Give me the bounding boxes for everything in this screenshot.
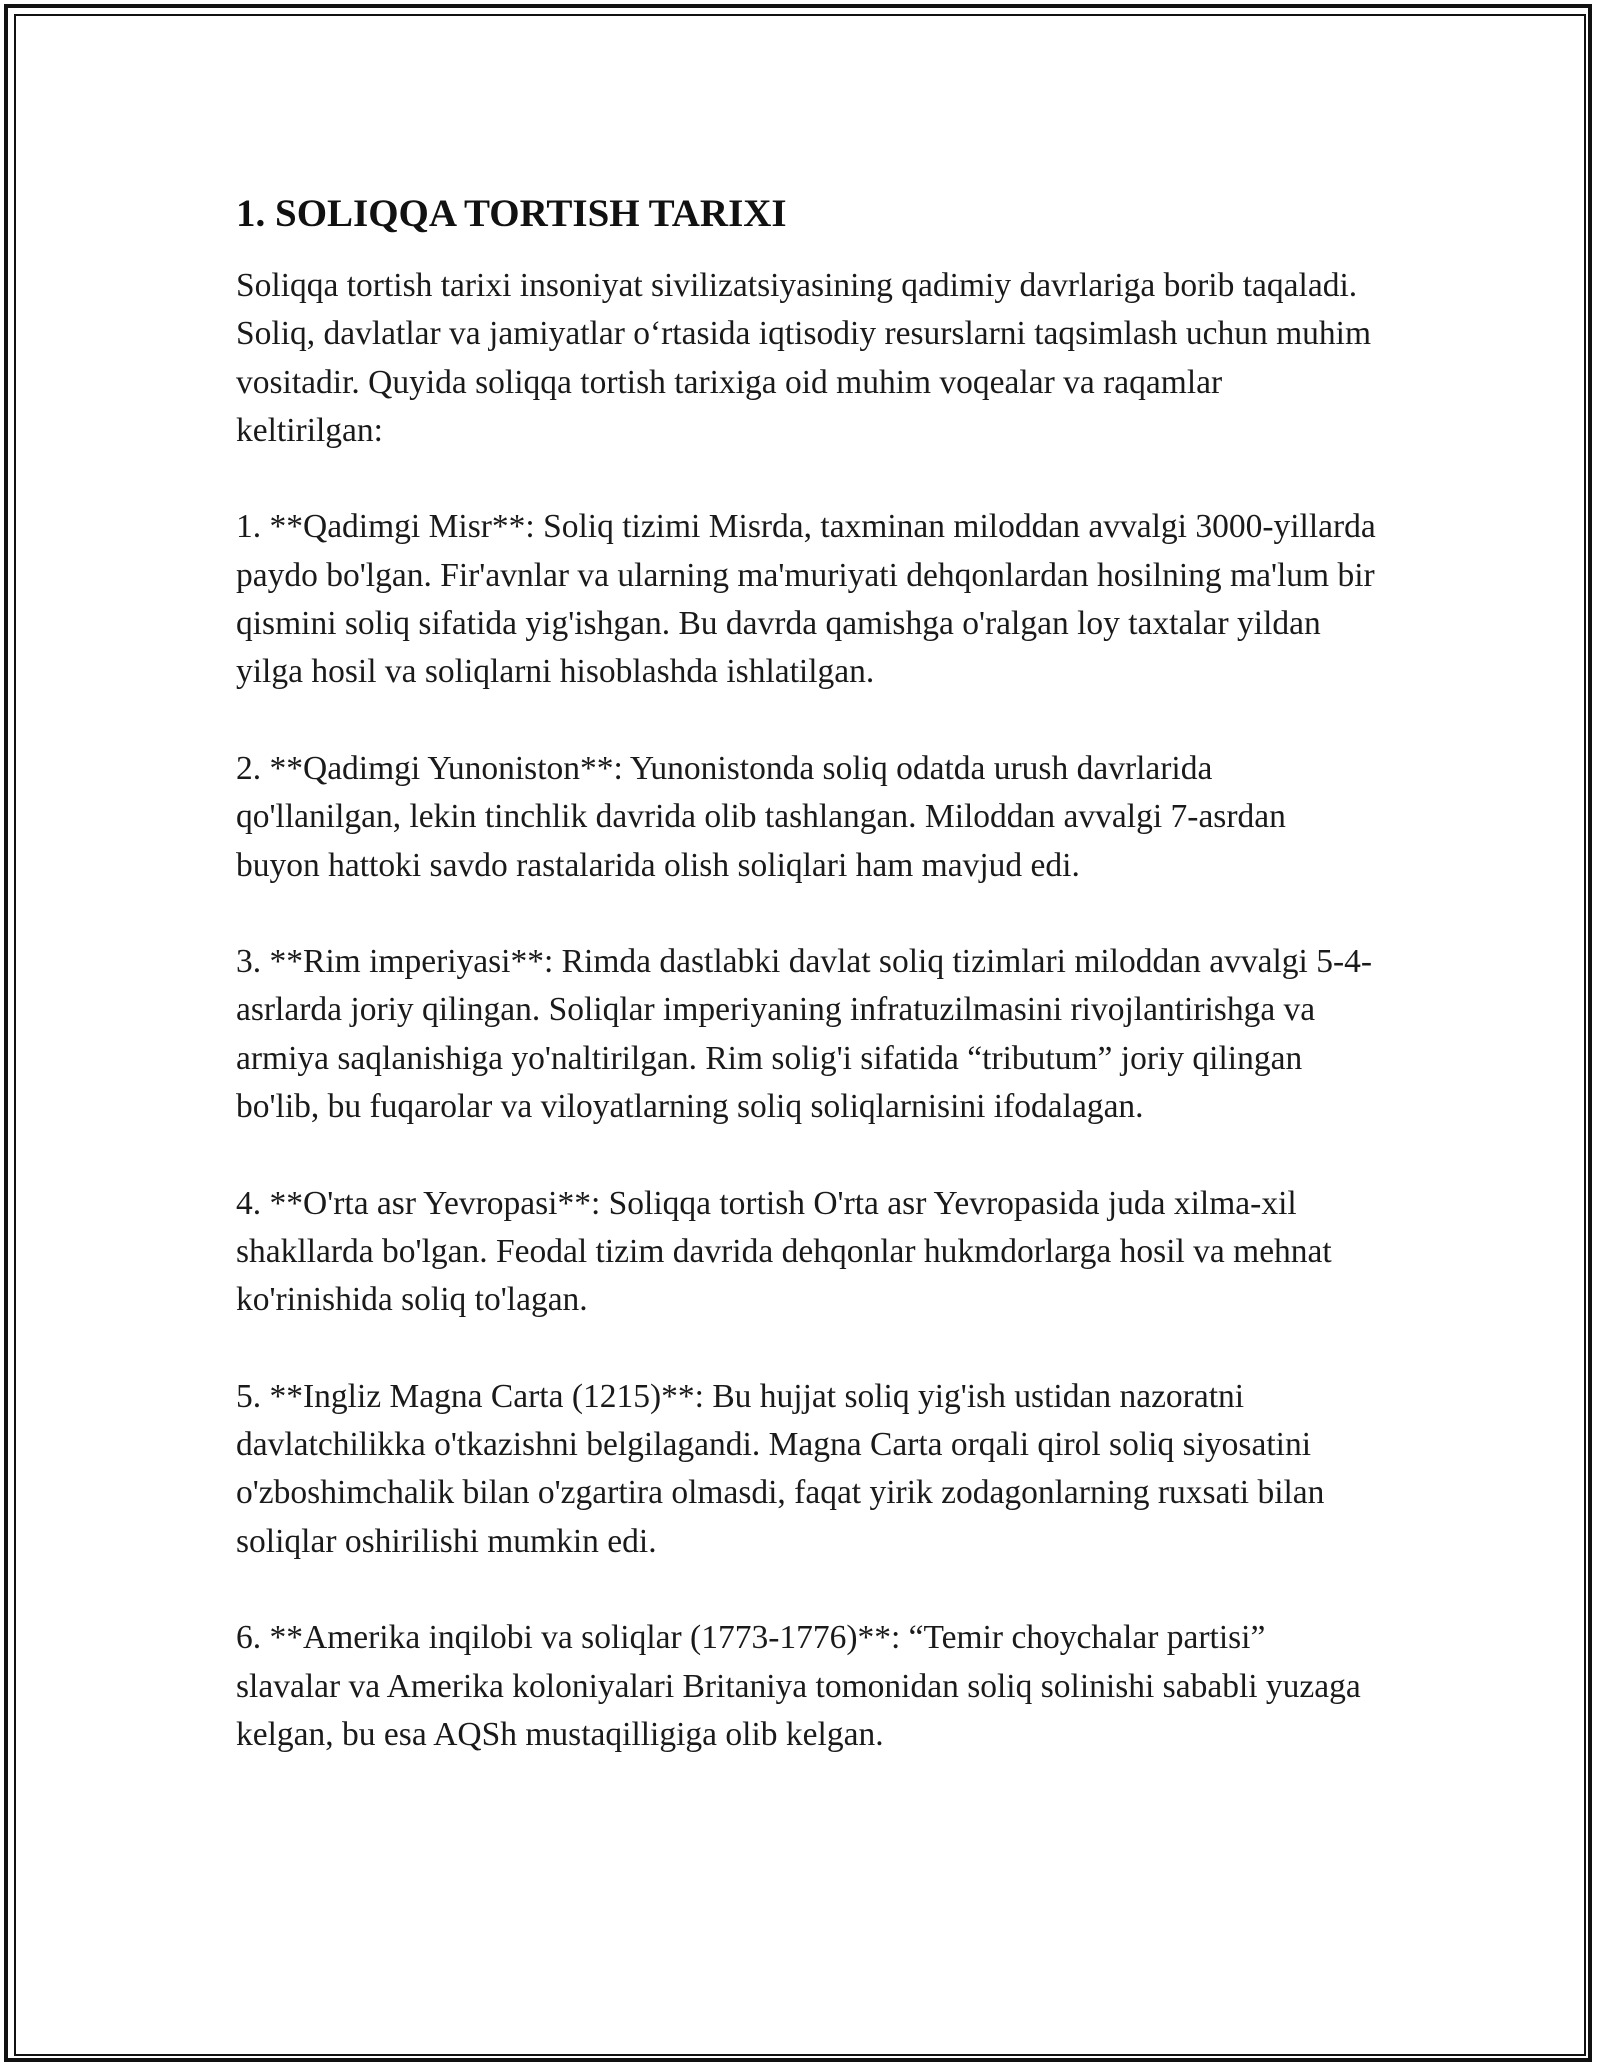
- list-item-ancient-egypt: 1. **Qadimgi Misr**: Soliq tizimi Misrda, taxminan miloddan avvalgi 3000-yillarda paydo bo'lgan. Fir'avnlar va ularning ma'muriyati dehqonlardan hosilning ma'lum bir qismini soliq sifatida yig'ishgan. Bu davrda qamishga o'ralgan loy taxtalar yildan yilga hosil va soliqlarni hisoblashda ishlatilgan.: [236, 508, 1376, 691]
- list-item-american-revolution: 6. **Amerika inqilobi va soliqlar (1773-1776)**: “Temir choychalar partisi” slavalar va Amerika koloniyalari Britaniya tomonidan soliq solinishi sababli yuzaga kelgan, bu esa AQSh mustaqilligiga olib kelgan.: [236, 1619, 1361, 1753]
- intro-paragraph: Soliqqa tortish tarixi insoniyat sivilizatsiyasining qadimiy davrlariga borib taqaladi. Soliq, davlatlar va jamiyatlar o‘rtasida iqtisodiy resurslarni taqsimlash uchun muhim vositadir. Quyida soliqqa tortish tarixiga oid muhim voqealar va raqamlar keltirilgan:: [236, 267, 1372, 449]
- list-item-magna-carta: 5. **Ingliz Magna Carta (1215)**: Bu hujjat soliq yig'ish ustidan nazoratni davlatchilikka o'tkazishni belgilagandi. Magna Carta orqali qirol soliq siyosatini o'zboshimchalik bilan o'zgartira olmasdi, faqat yirik zodagonlarning ruxsati bilan soliqlar oshirilishi mumkin edi.: [236, 1377, 1325, 1560]
- section-title: 1. SOLIQQA TORTISH TARIXI: [236, 192, 787, 235]
- list-item-medieval-europe: 4. **O'rta asr Yevropasi**: Soliqqa tortish O'rta asr Yevropasida juda xilma-xil shakllarda bo'lgan. Feodal tizim davrida dehqonlar hukmdorlarga hosil va mehnat ko'rinishida soliq to'lagan.: [236, 1184, 1332, 1319]
- document-body: [236, 188, 1376, 1759]
- list-item-ancient-greece: 2. **Qadimgi Yunoniston**: Yunonistonda soliq odatda urush davrlarida qo'llanilgan, lekin tinchlik davrida olib tashlangan. Miloddan avvalgi 7-asrdan buyon hattoki savdo rastalarida olish soliqlari ham mavjud edi.: [236, 749, 1286, 884]
- list-item-roman-empire: 3. **Rim imperiyasi**: Rimda dastlabki davlat soliq tizimlari miloddan avvalgi 5-4-asrlarda joriy qilingan. Soliqlar imperiyaning infratuzilmasini rivojlantirishga va armiya saqlanishiga yo'naltirilgan. Rim solig'i sifatida “tributum” joriy qilingan bo'lib, bu fuqarolar va viloyatlarning soliq soliqlarnisini ifodalagan.: [236, 943, 1373, 1126]
